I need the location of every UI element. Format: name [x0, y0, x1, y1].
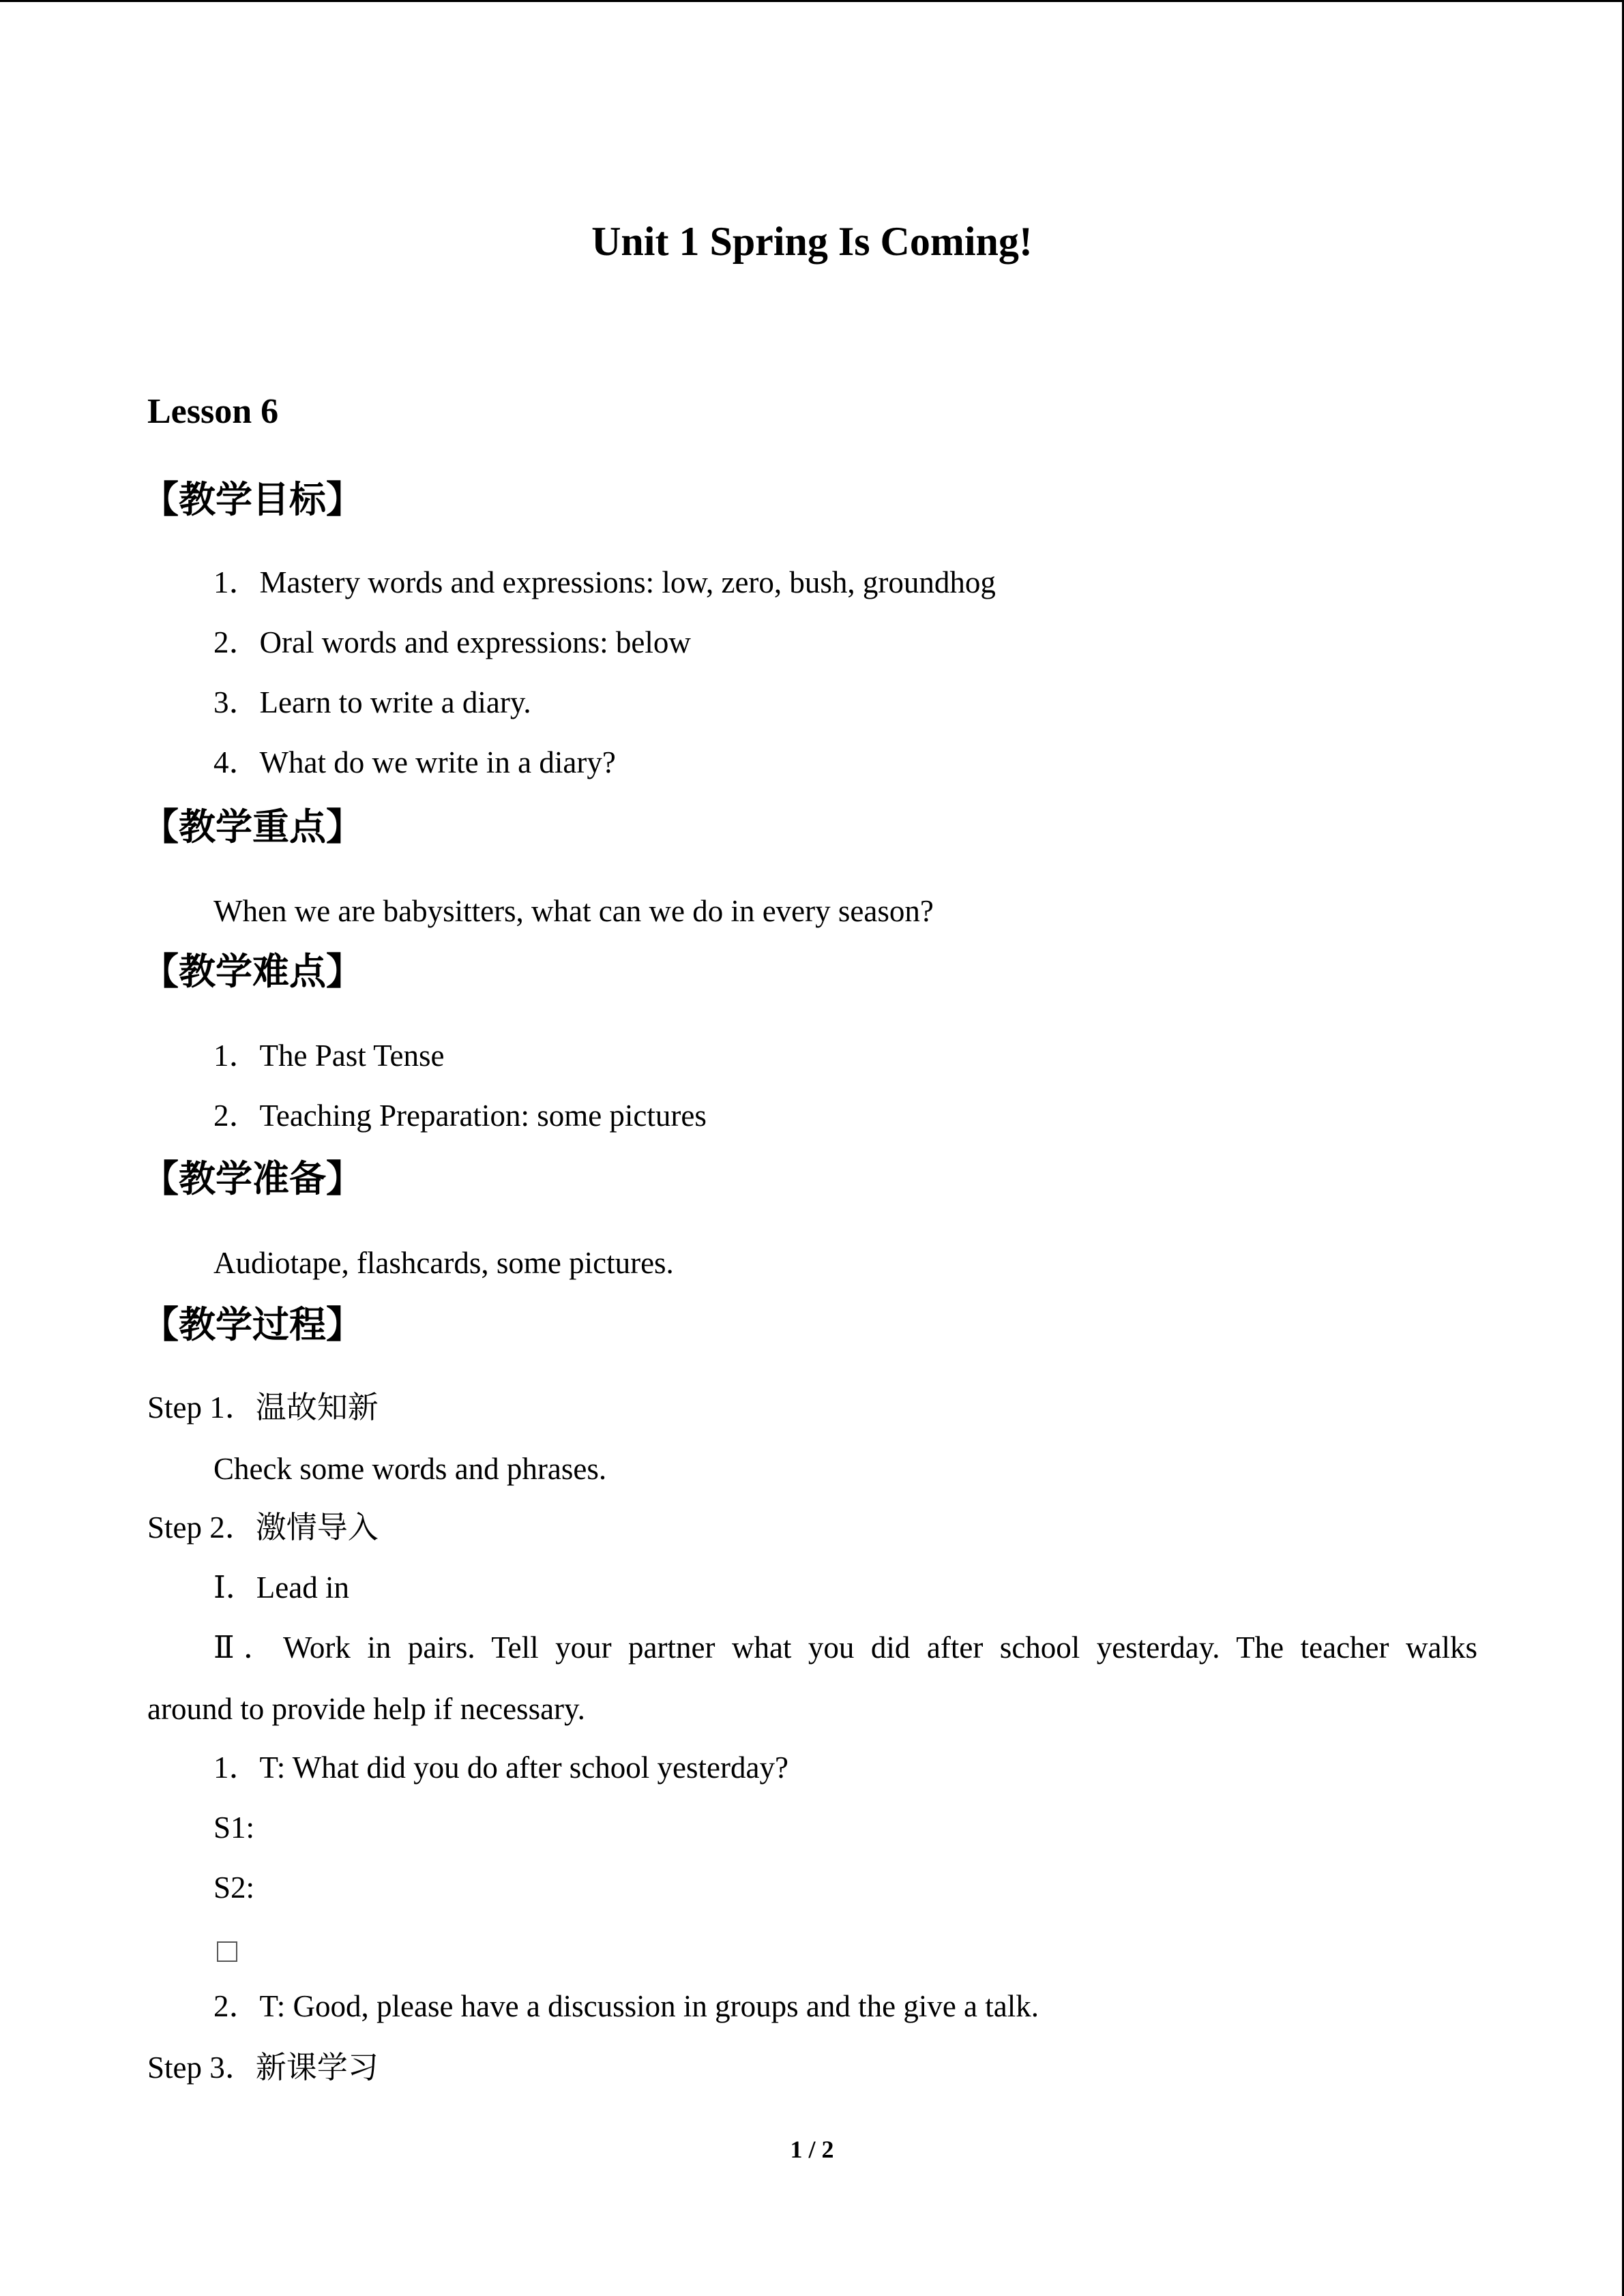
step1-title: Step 1．温故知新: [147, 1390, 379, 1425]
objective-item: 3．Learn to write a diary.: [213, 685, 531, 719]
objective-item: 2．Oral words and expressions: below: [213, 625, 691, 659]
top-border-rule: [0, 0, 1624, 2]
process-heading: 【教学过程】: [142, 1303, 363, 1346]
step2-part2-line1: Ⅱ．Work in pairs. Tell your partner what you did after school yesterday. The teacher walks: [213, 1630, 1477, 1665]
step2-question2: 2．T: Good, please have a discussion in groups and the give a talk.: [213, 1989, 1039, 2023]
preparation-heading: 【教学准备】: [142, 1157, 363, 1200]
page-number: 1 / 2: [790, 2136, 834, 2163]
step3-title: Step 3．新课学习: [147, 2051, 379, 2085]
objectives-heading: 【教学目标】: [142, 478, 363, 521]
step2-question1: 1．T: What did you do after school yesterday?: [213, 1750, 788, 1785]
document-title: Unit 1 Spring Is Coming!: [591, 219, 1033, 264]
empty-box-icon: [217, 1941, 237, 1962]
step2-part2-line2: around to provide help if necessary.: [147, 1692, 585, 1726]
objective-item: 4．What do we write in a diary?: [213, 745, 616, 779]
objective-item: 1．Mastery words and expressions: low, zero, bush, groundhog: [213, 565, 996, 599]
step2-title: Step 2．激情导入: [147, 1510, 379, 1545]
key-points-text: When we are babysitters, what can we do in every season?: [213, 894, 934, 928]
student1-response: S1:: [213, 1810, 255, 1845]
key-points-heading: 【教学重点】: [142, 805, 363, 848]
step1-text: Check some words and phrases.: [213, 1452, 607, 1486]
preparation-text: Audiotape, flashcards, some pictures.: [213, 1246, 674, 1280]
step2-part1: Ⅰ．Lead in: [213, 1570, 349, 1605]
difficulty-item: 2．Teaching Preparation: some pictures: [213, 1099, 707, 1133]
difficulties-heading: 【教学难点】: [142, 950, 363, 993]
student2-response: S2:: [213, 1870, 255, 1905]
difficulty-item: 1．The Past Tense: [213, 1039, 445, 1073]
lesson-heading: Lesson 6: [147, 392, 279, 431]
